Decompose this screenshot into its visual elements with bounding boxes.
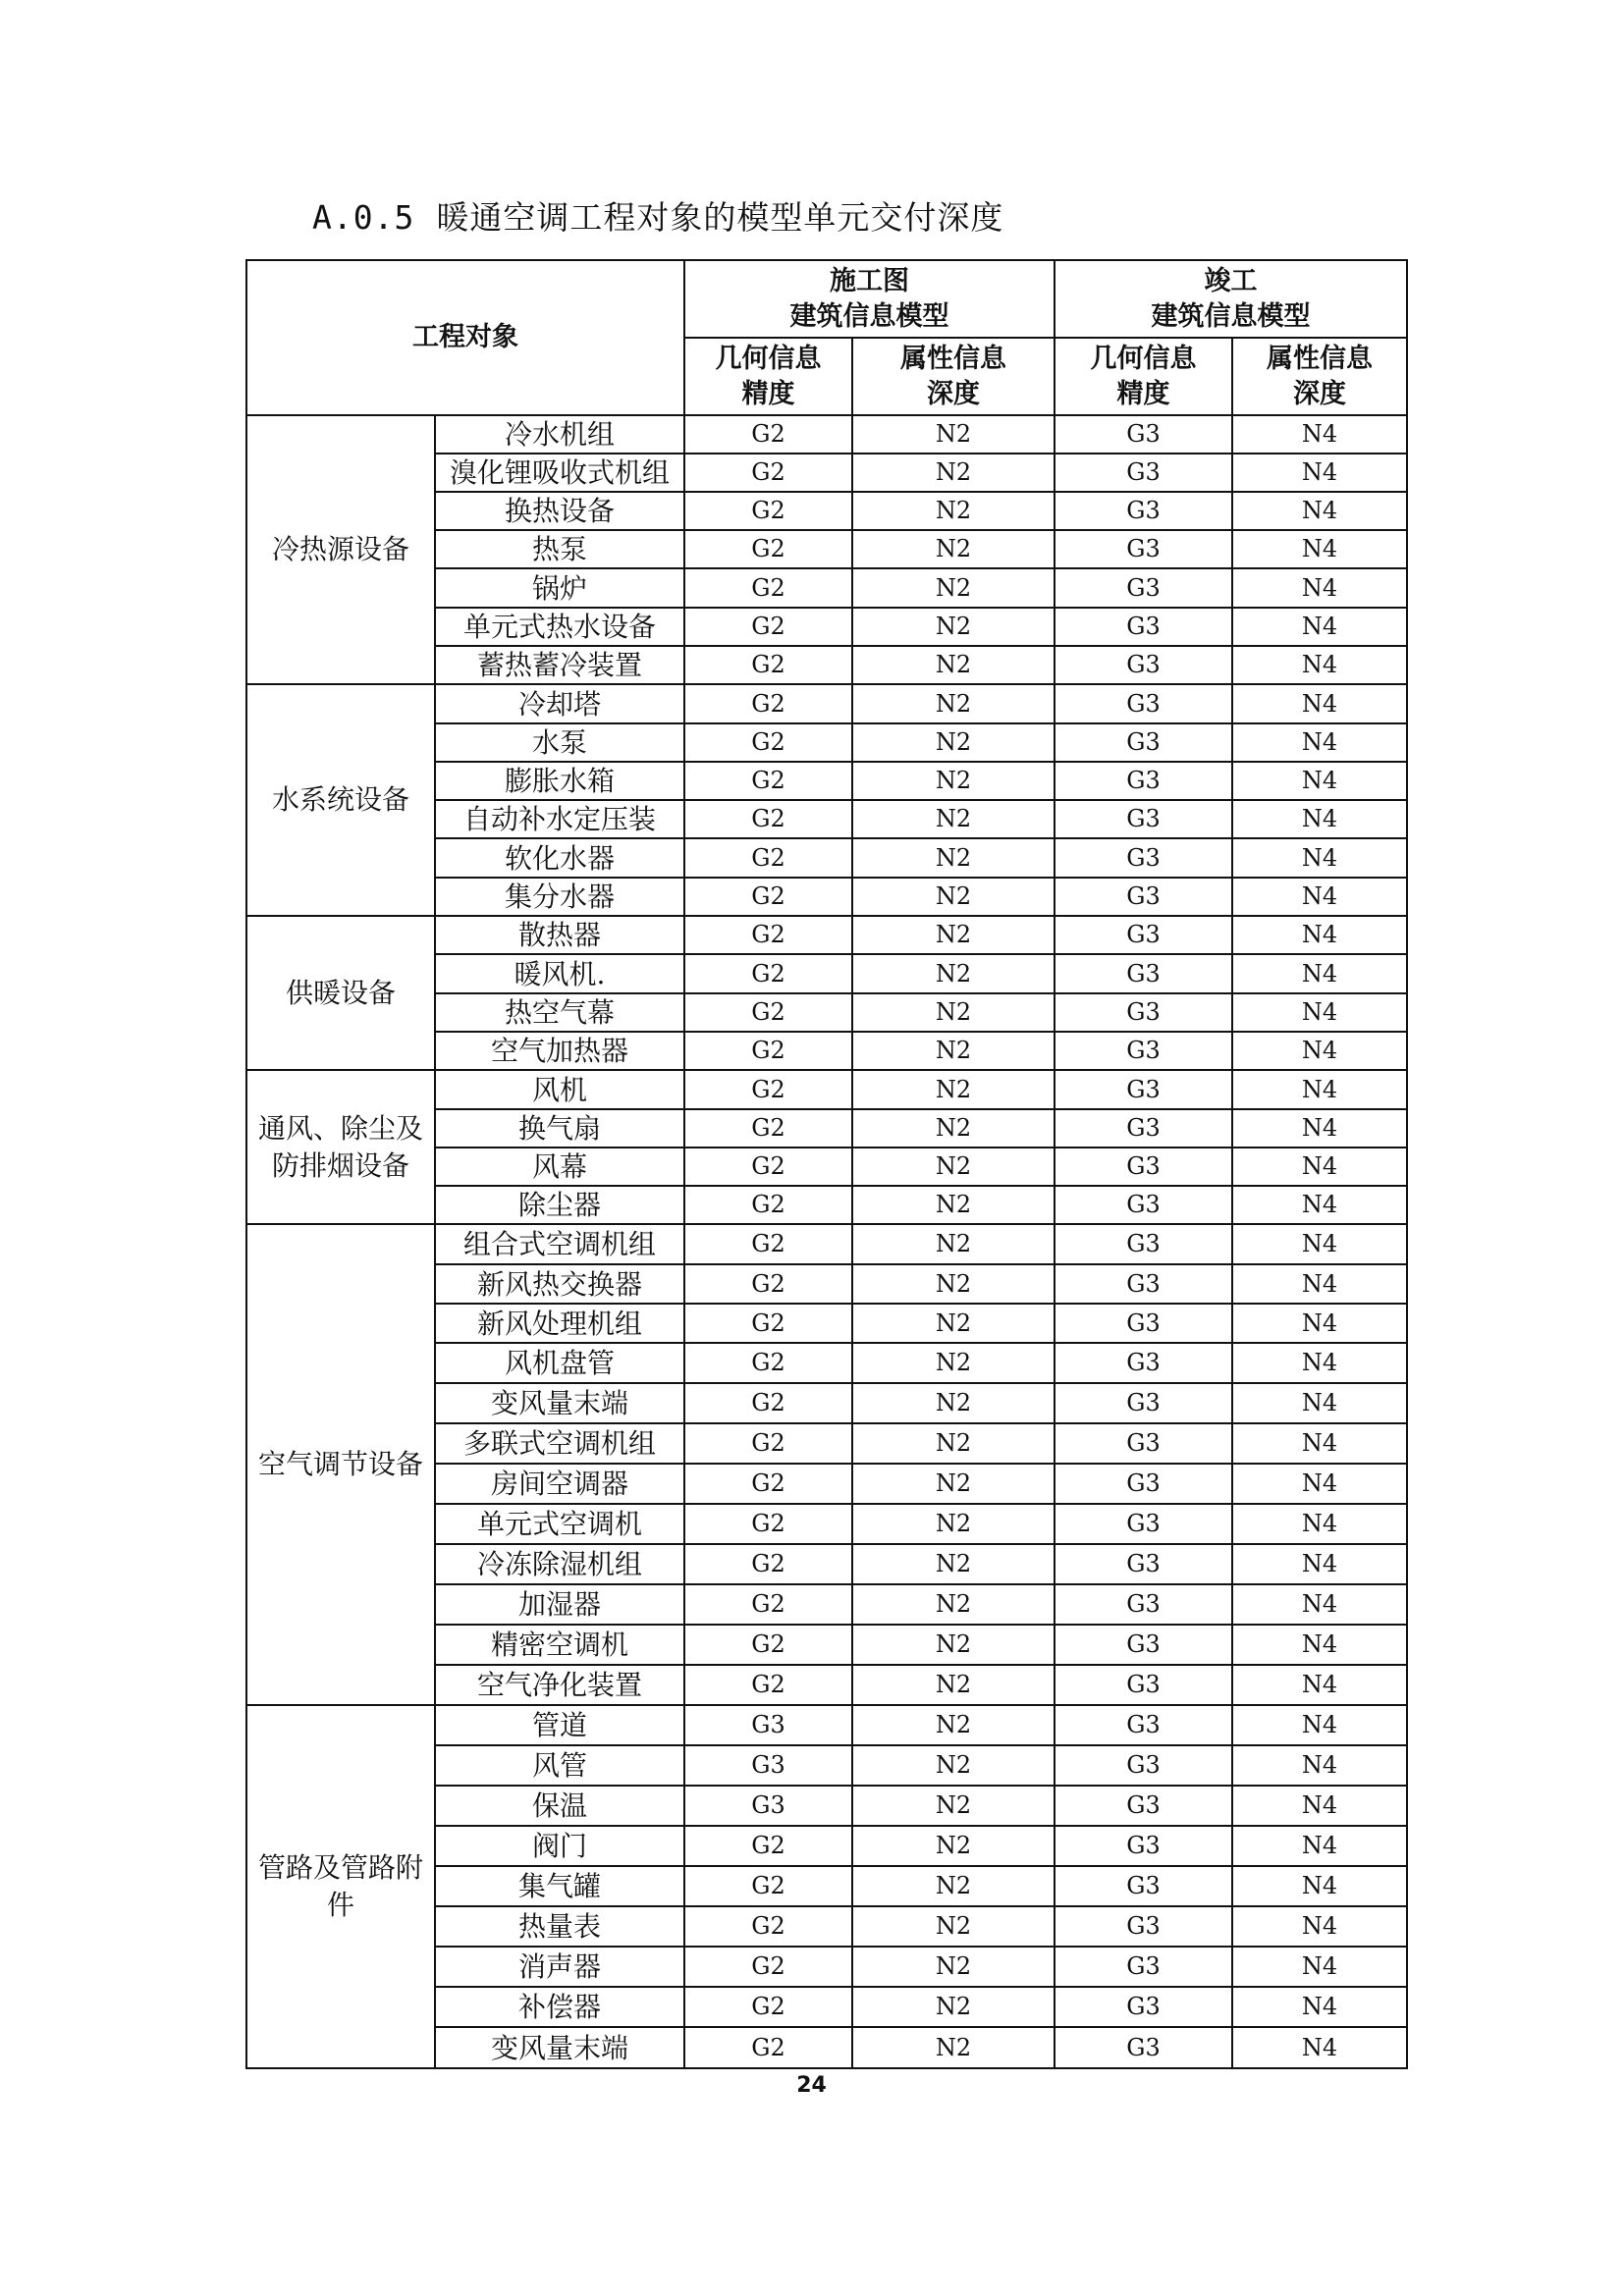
- header-asbuilt-attribute: [1232, 338, 1407, 415]
- asbuilt-attribute-cell: N4: [1232, 723, 1407, 762]
- construction-attribute-cell: N2: [852, 1504, 1055, 1544]
- asbuilt-attribute-cell: N4: [1232, 1264, 1407, 1304]
- table-row: [246, 415, 1407, 454]
- category-cell: 供暖设备: [246, 916, 435, 1070]
- asbuilt-geometry-cell: G3: [1055, 1343, 1232, 1383]
- asbuilt-attribute-cell: N4: [1232, 1866, 1407, 1906]
- construction-attribute-cell: N2: [852, 684, 1055, 723]
- item-cell: 水泵: [435, 723, 684, 762]
- construction-attribute-cell: N2: [852, 1947, 1055, 1987]
- construction-attribute-cell: N2: [852, 1383, 1055, 1423]
- construction-geometry-cell: G2: [684, 1032, 852, 1070]
- construction-attribute-cell: N2: [852, 454, 1055, 492]
- item-cell: 风机盘管: [435, 1343, 684, 1383]
- item-cell: 除尘器: [435, 1186, 684, 1224]
- asbuilt-attribute-cell: N4: [1232, 916, 1407, 954]
- construction-attribute-cell: N2: [852, 723, 1055, 762]
- header-attribute-line2: 深度: [1293, 378, 1346, 409]
- construction-attribute-cell: N2: [852, 2027, 1055, 2068]
- construction-geometry-cell: G2: [684, 878, 852, 916]
- asbuilt-geometry-cell: G3: [1055, 1032, 1232, 1070]
- asbuilt-attribute-cell: N4: [1232, 1504, 1407, 1544]
- item-cell: 换气扇: [435, 1109, 684, 1148]
- construction-geometry-cell: G2: [684, 1383, 852, 1423]
- header-object: 工程对象: [246, 260, 684, 415]
- asbuilt-geometry-cell: G3: [1055, 1544, 1232, 1584]
- construction-geometry-cell: G3: [684, 1705, 852, 1745]
- construction-attribute-cell: N2: [852, 608, 1055, 646]
- construction-attribute-cell: N2: [852, 530, 1055, 568]
- construction-geometry-cell: G2: [684, 1423, 852, 1464]
- asbuilt-geometry-cell: G3: [1055, 1625, 1232, 1665]
- construction-geometry-cell: G2: [684, 1987, 852, 2027]
- asbuilt-geometry-cell: G3: [1055, 1070, 1232, 1109]
- item-cell: 加湿器: [435, 1584, 684, 1625]
- section-number: A.0.5: [312, 198, 415, 237]
- header-geometry-line1: 几何信息: [1090, 343, 1197, 374]
- asbuilt-geometry-cell: G3: [1055, 993, 1232, 1032]
- item-cell: 精密空调机: [435, 1625, 684, 1665]
- asbuilt-geometry-cell: G3: [1055, 1383, 1232, 1423]
- item-cell: 热泵: [435, 530, 684, 568]
- construction-attribute-cell: N2: [852, 993, 1055, 1032]
- asbuilt-attribute-cell: N4: [1232, 530, 1407, 568]
- asbuilt-attribute-cell: N4: [1232, 684, 1407, 723]
- asbuilt-geometry-cell: G3: [1055, 415, 1232, 454]
- asbuilt-geometry-cell: G3: [1055, 530, 1232, 568]
- table-row: [246, 1224, 1407, 1264]
- construction-attribute-cell: N2: [852, 1705, 1055, 1745]
- asbuilt-geometry-cell: G3: [1055, 1304, 1232, 1343]
- item-cell: 房间空调器: [435, 1464, 684, 1504]
- construction-attribute-cell: N2: [852, 492, 1055, 530]
- header-asbuilt-geometry: [1055, 338, 1232, 415]
- construction-attribute-cell: N2: [852, 415, 1055, 454]
- asbuilt-geometry-cell: G3: [1055, 800, 1232, 838]
- construction-geometry-cell: G2: [684, 454, 852, 492]
- asbuilt-attribute-cell: N4: [1232, 993, 1407, 1032]
- asbuilt-geometry-cell: G3: [1055, 1826, 1232, 1866]
- construction-attribute-cell: N2: [852, 1304, 1055, 1343]
- construction-geometry-cell: G2: [684, 762, 852, 800]
- construction-attribute-cell: N2: [852, 916, 1055, 954]
- construction-attribute-cell: N2: [852, 1987, 1055, 2027]
- asbuilt-geometry-cell: G3: [1055, 1148, 1232, 1186]
- item-cell: 暖风机.: [435, 954, 684, 993]
- construction-attribute-cell: N2: [852, 762, 1055, 800]
- asbuilt-attribute-cell: N4: [1232, 1186, 1407, 1224]
- asbuilt-geometry-cell: G3: [1055, 1264, 1232, 1304]
- item-cell: 换热设备: [435, 492, 684, 530]
- asbuilt-attribute-cell: N4: [1232, 1584, 1407, 1625]
- header-geometry-line1: 几何信息: [715, 343, 822, 374]
- construction-geometry-cell: G2: [684, 608, 852, 646]
- header-construction-model: [684, 260, 1055, 338]
- asbuilt-geometry-cell: G3: [1055, 568, 1232, 608]
- item-cell: 冷却塔: [435, 684, 684, 723]
- construction-attribute-cell: N2: [852, 1866, 1055, 1906]
- asbuilt-geometry-cell: G3: [1055, 954, 1232, 993]
- construction-geometry-cell: G2: [684, 1826, 852, 1866]
- asbuilt-attribute-cell: N4: [1232, 1148, 1407, 1186]
- construction-attribute-cell: N2: [852, 800, 1055, 838]
- item-cell: 膨胀水箱: [435, 762, 684, 800]
- asbuilt-geometry-cell: G3: [1055, 878, 1232, 916]
- asbuilt-geometry-cell: G3: [1055, 646, 1232, 684]
- item-cell: 风幕: [435, 1148, 684, 1186]
- construction-geometry-cell: G2: [684, 1584, 852, 1625]
- construction-attribute-cell: N2: [852, 1148, 1055, 1186]
- category-cell: 冷热源设备: [246, 415, 435, 684]
- section-title-text: 暖通空调工程对象的模型单元交付深度: [436, 198, 1004, 237]
- asbuilt-attribute-cell: N4: [1232, 1304, 1407, 1343]
- asbuilt-geometry-cell: G3: [1055, 1786, 1232, 1826]
- asbuilt-geometry-cell: G3: [1055, 1705, 1232, 1745]
- item-cell: 集分水器: [435, 878, 684, 916]
- construction-attribute-cell: N2: [852, 1625, 1055, 1665]
- header-geometry-line2: 精度: [1116, 378, 1170, 409]
- construction-attribute-cell: N2: [852, 1786, 1055, 1826]
- item-cell: 风机: [435, 1070, 684, 1109]
- asbuilt-attribute-cell: N4: [1232, 1423, 1407, 1464]
- header-attribute-line2: 深度: [927, 378, 980, 409]
- header-geometry-line2: 精度: [741, 378, 795, 409]
- asbuilt-attribute-cell: N4: [1232, 1070, 1407, 1109]
- asbuilt-geometry-cell: G3: [1055, 1584, 1232, 1625]
- header-construction-line2: 建筑信息模型: [789, 300, 949, 332]
- item-cell: 锅炉: [435, 568, 684, 608]
- category-cell: 水系统设备: [246, 684, 435, 916]
- asbuilt-attribute-cell: N4: [1232, 492, 1407, 530]
- construction-geometry-cell: G3: [684, 1745, 852, 1786]
- item-cell: 冷水机组: [435, 415, 684, 454]
- item-cell: 消声器: [435, 1947, 684, 1987]
- asbuilt-attribute-cell: N4: [1232, 454, 1407, 492]
- table-header: [246, 260, 1407, 415]
- header-construction-geometry: [684, 338, 852, 415]
- construction-geometry-cell: G2: [684, 1148, 852, 1186]
- construction-geometry-cell: G2: [684, 1464, 852, 1504]
- item-cell: 变风量末端: [435, 1383, 684, 1423]
- construction-geometry-cell: G2: [684, 954, 852, 993]
- item-cell: 管道: [435, 1705, 684, 1745]
- item-cell: 冷冻除湿机组: [435, 1544, 684, 1584]
- asbuilt-geometry-cell: G3: [1055, 1947, 1232, 1987]
- item-cell: 新风处理机组: [435, 1304, 684, 1343]
- header-attribute-line1: 属性信息: [1267, 343, 1373, 374]
- header-construction-attribute: [852, 338, 1055, 415]
- construction-geometry-cell: G2: [684, 916, 852, 954]
- construction-attribute-cell: N2: [852, 1906, 1055, 1947]
- item-cell: 自动补水定压装: [435, 800, 684, 838]
- construction-geometry-cell: G2: [684, 492, 852, 530]
- item-cell: 热空气幕: [435, 993, 684, 1032]
- construction-geometry-cell: G2: [684, 568, 852, 608]
- construction-geometry-cell: G2: [684, 684, 852, 723]
- asbuilt-geometry-cell: G3: [1055, 1665, 1232, 1705]
- table-row: [246, 684, 1407, 723]
- construction-attribute-cell: N2: [852, 1032, 1055, 1070]
- item-cell: 风管: [435, 1745, 684, 1786]
- asbuilt-attribute-cell: N4: [1232, 762, 1407, 800]
- construction-attribute-cell: N2: [852, 1544, 1055, 1584]
- construction-geometry-cell: G2: [684, 1304, 852, 1343]
- table-body: [246, 415, 1407, 2068]
- item-cell: 阀门: [435, 1826, 684, 1866]
- construction-attribute-cell: N2: [852, 1423, 1055, 1464]
- construction-attribute-cell: N2: [852, 646, 1055, 684]
- construction-attribute-cell: N2: [852, 1224, 1055, 1264]
- construction-geometry-cell: G2: [684, 646, 852, 684]
- item-cell: 散热器: [435, 916, 684, 954]
- item-cell: 单元式空调机: [435, 1504, 684, 1544]
- construction-geometry-cell: G2: [684, 415, 852, 454]
- construction-attribute-cell: N2: [852, 1464, 1055, 1504]
- asbuilt-attribute-cell: N4: [1232, 1464, 1407, 1504]
- asbuilt-geometry-cell: G3: [1055, 1224, 1232, 1264]
- asbuilt-geometry-cell: G3: [1055, 1987, 1232, 2027]
- asbuilt-attribute-cell: N4: [1232, 1109, 1407, 1148]
- asbuilt-attribute-cell: N4: [1232, 568, 1407, 608]
- construction-geometry-cell: G2: [684, 1665, 852, 1705]
- asbuilt-geometry-cell: G3: [1055, 1186, 1232, 1224]
- header-asbuilt-line1: 竣工: [1204, 265, 1258, 296]
- table-row: [246, 1070, 1407, 1109]
- item-cell: 空气加热器: [435, 1032, 684, 1070]
- category-cell: 空气调节设备: [246, 1224, 435, 1705]
- construction-attribute-cell: N2: [852, 1109, 1055, 1148]
- asbuilt-attribute-cell: N4: [1232, 1906, 1407, 1947]
- table-row: [246, 916, 1407, 954]
- item-cell: 补偿器: [435, 1987, 684, 2027]
- construction-attribute-cell: N2: [852, 838, 1055, 878]
- item-cell: 热量表: [435, 1906, 684, 1947]
- delivery-depth-table: [245, 259, 1408, 2069]
- construction-geometry-cell: G2: [684, 1625, 852, 1665]
- asbuilt-geometry-cell: G3: [1055, 1504, 1232, 1544]
- construction-attribute-cell: N2: [852, 878, 1055, 916]
- asbuilt-attribute-cell: N4: [1232, 1224, 1407, 1264]
- construction-geometry-cell: G2: [684, 1264, 852, 1304]
- item-cell: 单元式热水设备: [435, 608, 684, 646]
- construction-attribute-cell: N2: [852, 954, 1055, 993]
- header-construction-line1: 施工图: [830, 265, 909, 296]
- asbuilt-attribute-cell: N4: [1232, 415, 1407, 454]
- asbuilt-geometry-cell: G3: [1055, 492, 1232, 530]
- construction-geometry-cell: G2: [684, 838, 852, 878]
- item-cell: 多联式空调机组: [435, 1423, 684, 1464]
- construction-geometry-cell: G2: [684, 1906, 852, 1947]
- asbuilt-attribute-cell: N4: [1232, 608, 1407, 646]
- asbuilt-attribute-cell: N4: [1232, 1947, 1407, 1987]
- asbuilt-attribute-cell: N4: [1232, 646, 1407, 684]
- asbuilt-attribute-cell: N4: [1232, 1745, 1407, 1786]
- construction-attribute-cell: N2: [852, 1745, 1055, 1786]
- asbuilt-attribute-cell: N4: [1232, 2027, 1407, 2068]
- construction-attribute-cell: N2: [852, 568, 1055, 608]
- asbuilt-geometry-cell: G3: [1055, 1745, 1232, 1786]
- construction-attribute-cell: N2: [852, 1264, 1055, 1304]
- construction-geometry-cell: G2: [684, 1504, 852, 1544]
- asbuilt-geometry-cell: G3: [1055, 1464, 1232, 1504]
- construction-geometry-cell: G2: [684, 1224, 852, 1264]
- item-cell: 新风热交换器: [435, 1264, 684, 1304]
- asbuilt-attribute-cell: N4: [1232, 1544, 1407, 1584]
- construction-geometry-cell: G3: [684, 1786, 852, 1826]
- asbuilt-geometry-cell: G3: [1055, 454, 1232, 492]
- asbuilt-attribute-cell: N4: [1232, 1786, 1407, 1826]
- asbuilt-geometry-cell: G3: [1055, 916, 1232, 954]
- item-cell: 空气净化装置: [435, 1665, 684, 1705]
- asbuilt-geometry-cell: G3: [1055, 1109, 1232, 1148]
- header-asbuilt-model: [1055, 260, 1407, 338]
- construction-attribute-cell: N2: [852, 1584, 1055, 1625]
- construction-geometry-cell: G2: [684, 723, 852, 762]
- construction-attribute-cell: N2: [852, 1343, 1055, 1383]
- asbuilt-attribute-cell: N4: [1232, 1343, 1407, 1383]
- asbuilt-geometry-cell: G3: [1055, 723, 1232, 762]
- asbuilt-attribute-cell: N4: [1232, 1987, 1407, 2027]
- construction-geometry-cell: G2: [684, 1070, 852, 1109]
- asbuilt-geometry-cell: G3: [1055, 684, 1232, 723]
- asbuilt-geometry-cell: G3: [1055, 1906, 1232, 1947]
- construction-geometry-cell: G2: [684, 1544, 852, 1584]
- asbuilt-geometry-cell: G3: [1055, 1423, 1232, 1464]
- asbuilt-geometry-cell: G3: [1055, 608, 1232, 646]
- asbuilt-geometry-cell: G3: [1055, 762, 1232, 800]
- construction-geometry-cell: G2: [684, 800, 852, 838]
- construction-geometry-cell: G2: [684, 993, 852, 1032]
- construction-geometry-cell: G2: [684, 1866, 852, 1906]
- asbuilt-geometry-cell: G3: [1055, 1866, 1232, 1906]
- asbuilt-attribute-cell: N4: [1232, 878, 1407, 916]
- construction-attribute-cell: N2: [852, 1186, 1055, 1224]
- construction-geometry-cell: G2: [684, 2027, 852, 2068]
- item-cell: 集气罐: [435, 1866, 684, 1906]
- construction-geometry-cell: G2: [684, 530, 852, 568]
- asbuilt-geometry-cell: G3: [1055, 838, 1232, 878]
- asbuilt-attribute-cell: N4: [1232, 1625, 1407, 1665]
- item-cell: 溴化锂吸收式机组: [435, 454, 684, 492]
- asbuilt-geometry-cell: G3: [1055, 2027, 1232, 2068]
- item-cell: 蓄热蓄冷装置: [435, 646, 684, 684]
- header-attribute-line1: 属性信息: [900, 343, 1006, 374]
- header-asbuilt-line2: 建筑信息模型: [1151, 300, 1311, 332]
- asbuilt-attribute-cell: N4: [1232, 1665, 1407, 1705]
- item-cell: 变风量末端: [435, 2027, 684, 2068]
- construction-geometry-cell: G2: [684, 1186, 852, 1224]
- section-heading: [312, 192, 1003, 243]
- asbuilt-attribute-cell: N4: [1232, 954, 1407, 993]
- construction-geometry-cell: G2: [684, 1343, 852, 1383]
- asbuilt-attribute-cell: N4: [1232, 838, 1407, 878]
- category-cell: 通风、除尘及防排烟设备: [246, 1070, 435, 1224]
- construction-geometry-cell: G2: [684, 1947, 852, 1987]
- table-row: [246, 1705, 1407, 1745]
- asbuilt-attribute-cell: N4: [1232, 1705, 1407, 1745]
- asbuilt-attribute-cell: N4: [1232, 800, 1407, 838]
- page-number: 24: [796, 2073, 827, 2098]
- item-cell: 软化水器: [435, 838, 684, 878]
- category-cell: 管路及管路附件: [246, 1705, 435, 2068]
- construction-attribute-cell: N2: [852, 1826, 1055, 1866]
- construction-attribute-cell: N2: [852, 1070, 1055, 1109]
- asbuilt-attribute-cell: N4: [1232, 1383, 1407, 1423]
- item-cell: 保温: [435, 1786, 684, 1826]
- item-cell: 组合式空调机组: [435, 1224, 684, 1264]
- construction-attribute-cell: N2: [852, 1665, 1055, 1705]
- asbuilt-attribute-cell: N4: [1232, 1032, 1407, 1070]
- asbuilt-attribute-cell: N4: [1232, 1826, 1407, 1866]
- construction-geometry-cell: G2: [684, 1109, 852, 1148]
